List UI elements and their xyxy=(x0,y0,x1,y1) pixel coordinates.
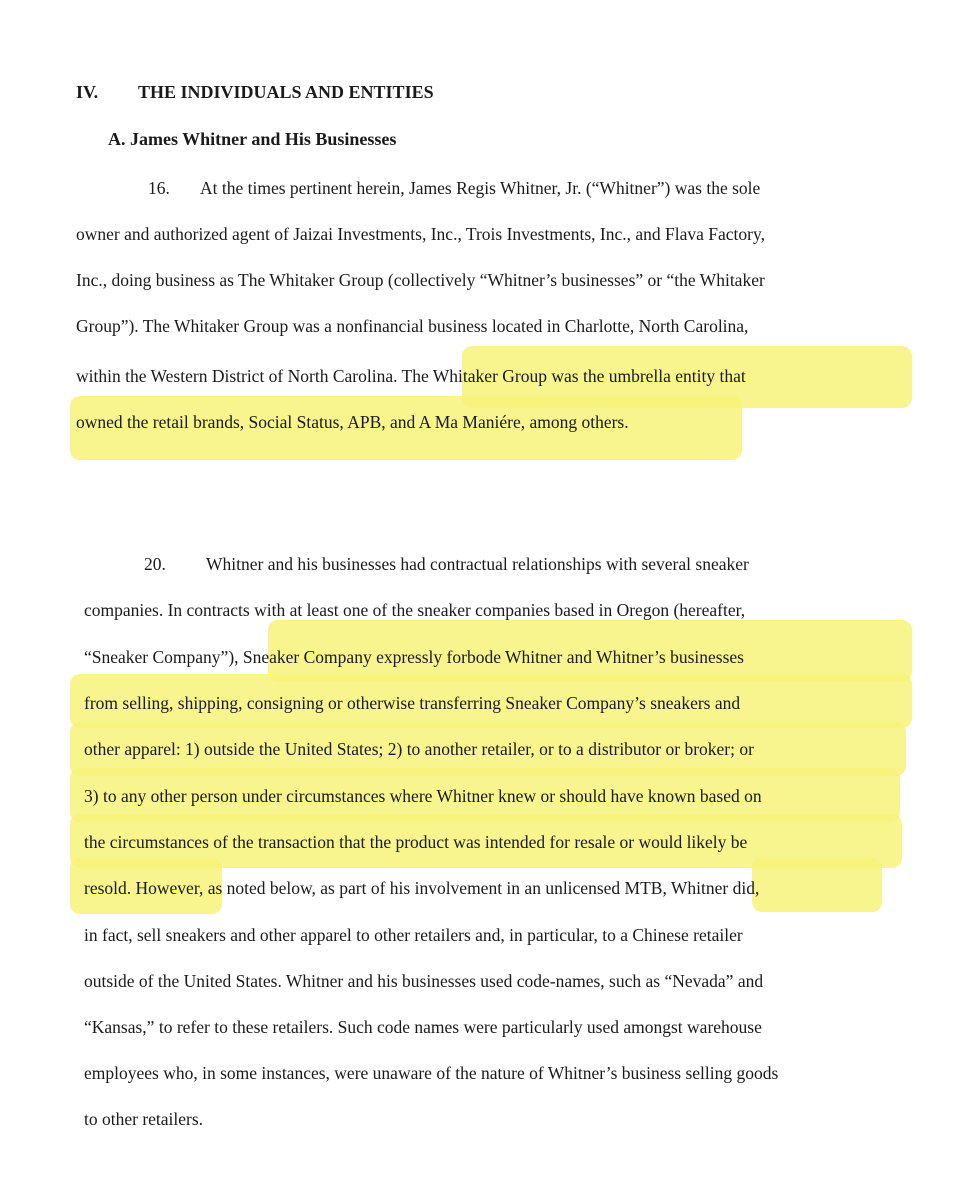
para20-line: the circumstances of the transaction that the product was intended for resale or would likely be xyxy=(84,832,748,852)
para20-line: other apparel: 1) outside the United States; 2) to another retailer, or to a distributor or broker; or xyxy=(84,739,754,759)
subsection-heading xyxy=(108,127,396,151)
para16-line: owner and authorized agent of Jaizai Investments, Inc., Trois Investments, Inc., and Flava Factory, xyxy=(76,224,765,244)
para16-line: Group”). The Whitaker Group was a nonfinancial business located in Charlotte, North Carolina, xyxy=(76,316,749,336)
para20-line: “Kansas,” to refer to these retailers. Such code names were particularly used amongst warehouse xyxy=(84,1017,762,1037)
subsection-title: James Whitner and His Businesses xyxy=(130,129,397,149)
para16-number: 16. xyxy=(148,178,170,198)
para20-line: companies. In contracts with at least one of the sneaker companies based in Oregon (hereafter, xyxy=(84,600,746,620)
para20-number: 20. xyxy=(144,554,166,574)
para20-line: to other retailers. xyxy=(84,1109,204,1129)
para20-line: employees who, in some instances, were unaware of the nature of Whitner’s business selling goods xyxy=(84,1063,779,1083)
para20-line: resold. However, as noted below, as part of his involvement in an unlicensed MTB, Whitner did, xyxy=(84,878,760,898)
section-number: IV. xyxy=(76,82,99,102)
para20-line: in fact, sell sneakers and other apparel to other retailers and, in particular, to a Chinese retailer xyxy=(84,925,743,945)
para20-line: Whitner and his businesses had contractual relationships with several sneaker xyxy=(206,554,749,574)
para16-line: owned the retail brands, Social Status, APB, and A Ma Maniére, among others. xyxy=(76,412,629,432)
para20-line: 3) to any other person under circumstances where Whitner knew or should have known based on xyxy=(84,786,762,806)
para16-line: Inc., doing business as The Whitaker Group (collectively “Whitner’s businesses” or “the Whitaker xyxy=(76,270,765,290)
para20-line: from selling, shipping, consigning or otherwise transferring Sneaker Company’s sneakers and xyxy=(84,693,741,713)
section-title: THE INDIVIDUALS AND ENTITIES xyxy=(138,82,434,102)
para16-line: At the times pertinent herein, James Regis Whitner, Jr. (“Whitner”) was the sole xyxy=(200,178,761,198)
subsection-label: A. xyxy=(108,129,126,149)
section-heading xyxy=(76,80,434,104)
para16-line: within the Western District of North Carolina. The Whitaker Group was the umbrella entity that xyxy=(76,366,746,386)
para20-line: “Sneaker Company”), Sneaker Company expressly forbode Whitner and Whitner’s businesses xyxy=(84,647,744,667)
para20-line: outside of the United States. Whitner and his businesses used code-names, such as “Nevada” and xyxy=(84,971,764,991)
